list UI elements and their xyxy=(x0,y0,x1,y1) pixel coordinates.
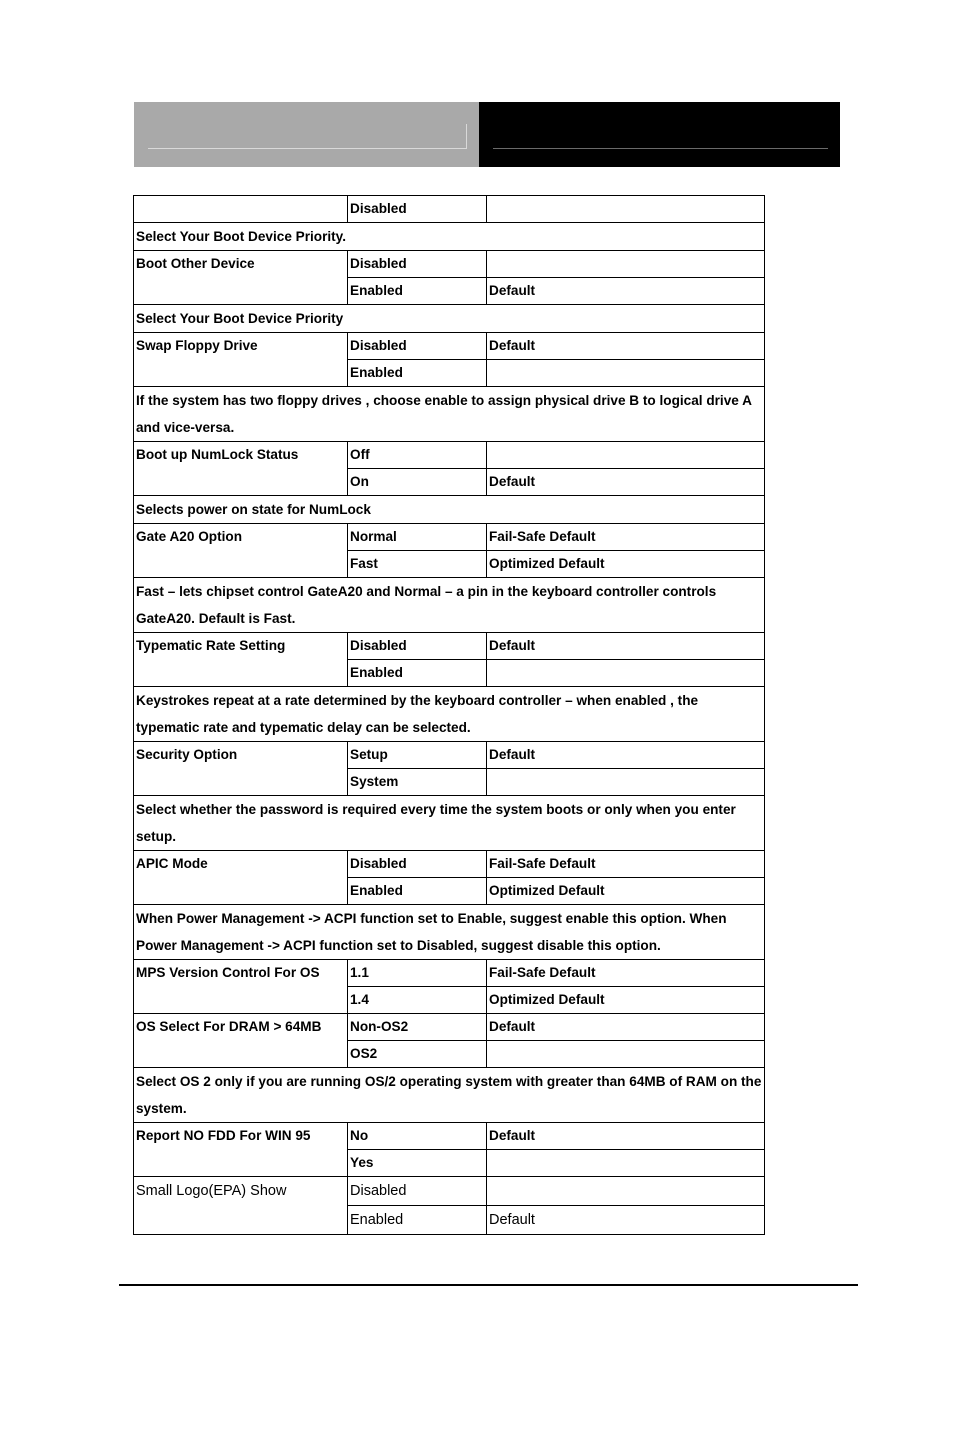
bios-settings-table xyxy=(133,195,765,1235)
setting-default-note: Default xyxy=(487,469,765,496)
setting-name: Security Option xyxy=(134,742,348,796)
description-row xyxy=(134,496,765,524)
setting-value: Disabled xyxy=(348,196,487,223)
setting-value: Yes xyxy=(348,1150,487,1177)
description-row xyxy=(134,578,765,633)
setting-value: Enabled xyxy=(348,878,487,905)
option-row xyxy=(134,1123,765,1150)
setting-value: Non-OS2 xyxy=(348,1014,487,1041)
setting-default-note xyxy=(487,196,765,223)
setting-default-note: Default xyxy=(487,1014,765,1041)
description-text: Select Your Boot Device Priority. xyxy=(134,223,765,251)
setting-value: Disabled xyxy=(348,633,487,660)
setting-value: Fast xyxy=(348,551,487,578)
setting-default-note xyxy=(487,442,765,469)
setting-value: No xyxy=(348,1123,487,1150)
header-left-rule xyxy=(148,148,467,149)
setting-name: Gate A20 Option xyxy=(134,524,348,578)
setting-value: Disabled xyxy=(348,1177,487,1206)
option-row xyxy=(134,524,765,551)
setting-value: Enabled xyxy=(348,1206,487,1235)
description-text: Select Your Boot Device Priority xyxy=(134,305,765,333)
setting-default-note xyxy=(487,1150,765,1177)
setting-name: Typematic Rate Setting xyxy=(134,633,348,687)
setting-name xyxy=(134,196,348,223)
setting-value: Disabled xyxy=(348,851,487,878)
setting-default-note xyxy=(487,251,765,278)
option-row xyxy=(134,1177,765,1206)
setting-value: Off xyxy=(348,442,487,469)
option-row xyxy=(134,251,765,278)
setting-default-note: Fail-Safe Default xyxy=(487,960,765,987)
setting-default-note: Optimized Default xyxy=(487,987,765,1014)
setting-value: System xyxy=(348,769,487,796)
setting-default-note: Optimized Default xyxy=(487,551,765,578)
setting-default-note: Default xyxy=(487,278,765,305)
description-row xyxy=(134,905,765,960)
setting-name: MPS Version Control For OS xyxy=(134,960,348,1014)
setting-default-note: Optimized Default xyxy=(487,878,765,905)
setting-default-note: Default xyxy=(487,742,765,769)
setting-default-note: Default xyxy=(487,1206,765,1235)
description-row xyxy=(134,387,765,442)
setting-value: Disabled xyxy=(348,333,487,360)
option-row xyxy=(134,1014,765,1041)
description-text: Select OS 2 only if you are running OS/2 operating system with greater than 64MB of RAM on the system. xyxy=(134,1068,765,1123)
setting-default-note xyxy=(487,1177,765,1206)
option-row xyxy=(134,196,765,223)
setting-default-note xyxy=(487,1041,765,1068)
setting-name: APIC Mode xyxy=(134,851,348,905)
setting-default-note: Fail-Safe Default xyxy=(487,851,765,878)
description-text: If the system has two floppy drives , choose enable to assign physical drive B to logical drive A and vice-versa. xyxy=(134,387,765,442)
option-row xyxy=(134,633,765,660)
setting-default-note: Default xyxy=(487,1123,765,1150)
header-left-bar xyxy=(134,102,479,167)
setting-value: Enabled xyxy=(348,278,487,305)
option-row xyxy=(134,333,765,360)
setting-name: Boot Other Device xyxy=(134,251,348,305)
setting-name: Boot up NumLock Status xyxy=(134,442,348,496)
description-text: Keystrokes repeat at a rate determined by the keyboard controller – when enabled , the typematic rate and typematic delay can be selected. xyxy=(134,687,765,742)
description-text: Fast – lets chipset control GateA20 and Normal – a pin in the keyboard controller controls GateA20. Default is Fast. xyxy=(134,578,765,633)
setting-default-note xyxy=(487,360,765,387)
setting-value: Setup xyxy=(348,742,487,769)
description-text: When Power Management -> ACPI function set to Enable, suggest enable this option. When Power Management -> ACPI function set to Disabled, suggest disable this option. xyxy=(134,905,765,960)
description-row xyxy=(134,305,765,333)
setting-name: Small Logo(EPA) Show xyxy=(134,1177,348,1235)
setting-default-note: Default xyxy=(487,633,765,660)
setting-value: 1.1 xyxy=(348,960,487,987)
header-left-tick xyxy=(466,124,467,149)
header-right-bar xyxy=(479,102,840,167)
setting-value: Disabled xyxy=(348,251,487,278)
description-text: Select whether the password is required every time the system boots or only when you enter setup. xyxy=(134,796,765,851)
description-row xyxy=(134,687,765,742)
setting-value: OS2 xyxy=(348,1041,487,1068)
footer-rule xyxy=(119,1284,858,1286)
description-text: Selects power on state for NumLock xyxy=(134,496,765,524)
option-row xyxy=(134,442,765,469)
option-row xyxy=(134,960,765,987)
setting-default-note: Fail-Safe Default xyxy=(487,524,765,551)
description-row xyxy=(134,1068,765,1123)
header-right-rule xyxy=(493,148,828,149)
setting-value: On xyxy=(348,469,487,496)
setting-default-note xyxy=(487,769,765,796)
description-row xyxy=(134,223,765,251)
setting-default-note xyxy=(487,660,765,687)
description-row xyxy=(134,796,765,851)
option-row xyxy=(134,851,765,878)
setting-name: Swap Floppy Drive xyxy=(134,333,348,387)
option-row xyxy=(134,742,765,769)
setting-default-note: Default xyxy=(487,333,765,360)
setting-value: Enabled xyxy=(348,360,487,387)
setting-value: Enabled xyxy=(348,660,487,687)
setting-value: 1.4 xyxy=(348,987,487,1014)
setting-name: OS Select For DRAM > 64MB xyxy=(134,1014,348,1068)
setting-value: Normal xyxy=(348,524,487,551)
setting-name: Report NO FDD For WIN 95 xyxy=(134,1123,348,1177)
